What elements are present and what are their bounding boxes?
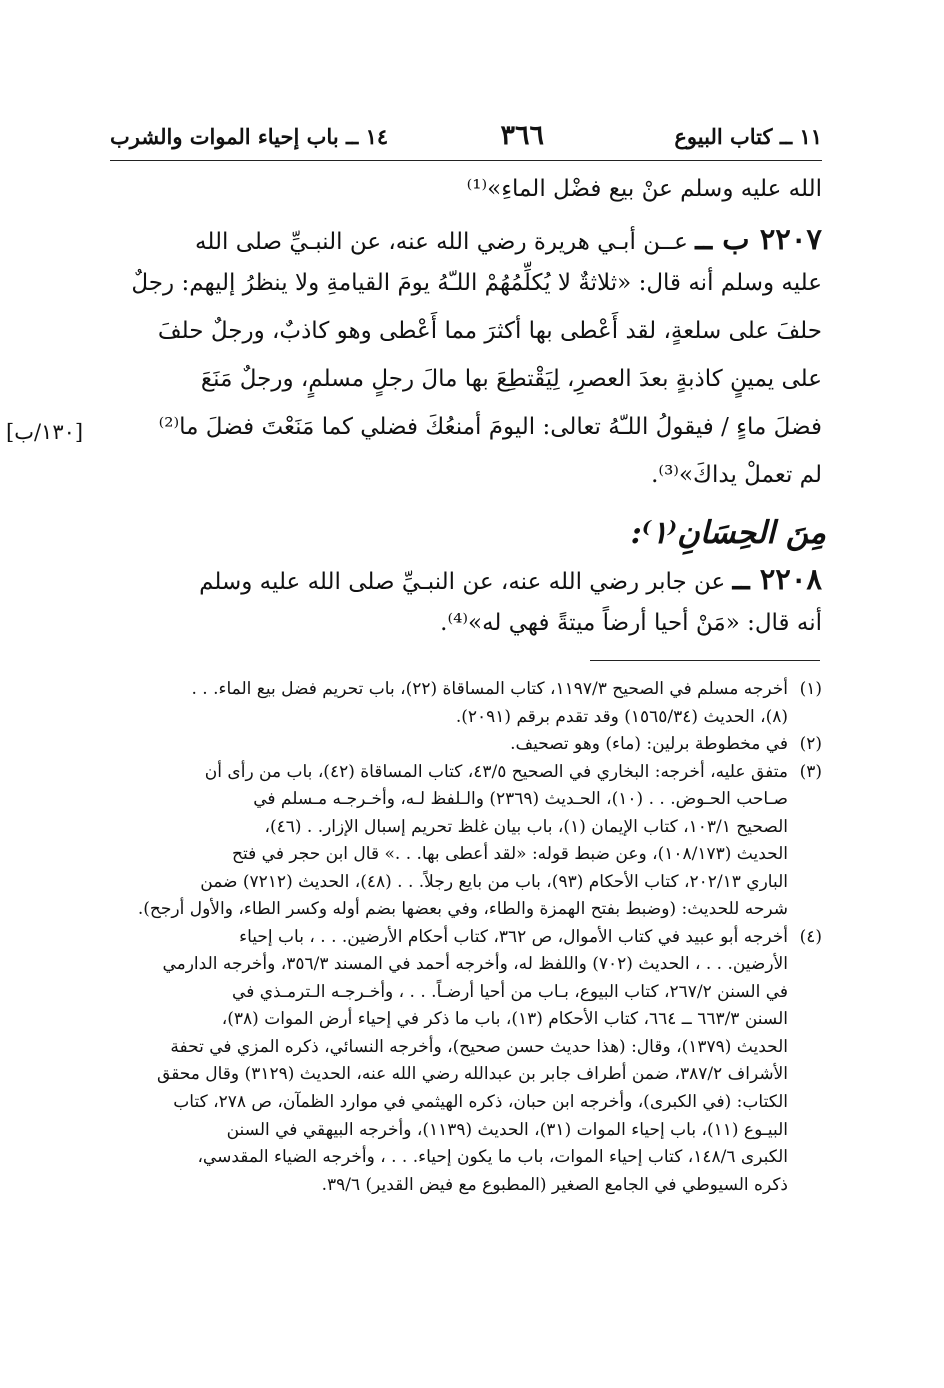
footnote-line: أخرجه أبو عبيد في كتاب الأموال، ص ٣٦٢، كتاب أحكام الأرضين. . . ، باب إحياء [239,926,788,947]
footnote-number: (١) [799,679,822,699]
footnotes [110,676,822,1199]
header-chapter-title: ١٤ ــ باب إحياء الموات والشرب [110,124,389,149]
section-heading: مِنَ الحِسَانِ⁽١⁾: [630,515,826,551]
continuation-line: الله عليه وسلم عنْ بيع فضْل الماءِ»⁽¹⁾ [466,176,822,202]
manuscript-folio-note: [١٣٠/ب] [6,420,84,444]
hadith-2207-line-6: لم تعملْ يداكَ»⁽³⁾. [651,462,822,488]
footnote-line: الحديث (١٣٧٩)، وقال: (هذا حديث حسن صحيح)، وأخرجه النسائي، ذكره المزي في تحفة [170,1036,788,1057]
footnote-divider [590,660,820,661]
footnote-line: الباري ٢٠٢/١٣، كتاب الأحكام (٩٣)، باب من بايع رجلاً. . . (٤٨)، الحديث (٧٢١٢) ضمن [200,871,788,892]
footnote-1 [110,676,822,731]
hadith-number: ٢٢٠٧ ب ــ [695,222,822,256]
footnote-line: في السنن ٢٦٧/٢، كتاب البيوع، بـاب من أحيا أرضـاً. . . ، وأخـرجـه الـترمـذي في [232,981,788,1002]
hadith-text: عــن أبـي هريرة رضي الله عنه، عن النبـيِّ صلى الله [195,229,688,255]
footnote-3 [110,759,822,924]
hadith-2207-line-4: على يمينٍ كاذبةٍ بعدَ العصرِ، لِيَقْتطِعَ بها مالَ رجلٍ مسلمٍ، ورجلٌ مَنَعَ [200,366,822,392]
footnote-number: (٤) [799,926,822,947]
footnote-line: شرحه للحديث: (وضبط بفتح الهمزة والطاء، وفي بعضها بضم أوله وكسر الطاء، والأول أرجح). [137,899,788,920]
footnote-line: في مخطوطة برلين: (ماء) وهو تصحيف. [510,734,788,755]
header-book-title: ١١ ــ كتاب البيوع [674,124,822,149]
footnote-number: (٢) [799,734,822,755]
footnote-line: الأشراف ٣٨٧/٢، ضمن أطراف جابر بن عبدالله رضي الله عنه، الحديث (٣١٢٩) وقال محقق [157,1064,788,1085]
hadith-2207-line-3: حلفَ على سلعةٍ، لقد أَعْطى بها أكثرَ مما أَعْطى وهو كاذبٌ، ورجلٌ حلفَ [157,318,822,344]
footnote-line: (٨)، الحديث (١٥٦٥/٣٤) وقد تقدم برقم (٢٠٩١). [455,706,788,727]
footnote-line: السنن ٦٦٣/٣ ــ ٦٦٤، كتاب الأحكام (١٣)، باب ما ذكر في إحياء أرض الموات (٣٨)، [221,1009,788,1030]
hadith-2207-line-5: فضلَ ماءٍ / فيقولُ اللـّهُ تعالى: اليومَ أمنعُكَ فضلي كما مَنَعْتَ فضلَ ما⁽²⁾ [158,414,822,440]
footnote-line: صـاحب الحـوض. . . (١٠)، الحـديث (٢٣٦٩) والـلفظ لـه، وأخـرجـه مـسلم في [253,789,788,810]
hadith-2207-line-2: عليه وسلم أنه قال: «ثلاثةٌ لا يُكلِّمُهُمْ اللـّهُ يومَ القيامةِ ولا ينظرُ إليهم: رجلٌ [131,270,822,296]
hadith-number: ٢٢٠٨ ــ [732,562,822,596]
footnote-number: (٣) [799,761,822,782]
footnote-line: الأرضين. . . ، الحديث (٧٠٢) واللفظ له، وأخرجه أحمد في المسند ٣٥٦/٣، وأخرجه الدارمي [162,954,788,975]
running-header [110,120,822,160]
header-divider [110,160,822,161]
hadith-text: عن جابر رضي الله عنه، عن النبـيِّ صلى الله عليه وسلم [199,569,726,595]
footnote-line: أخرجه مسلم في الصحيح ١١٩٧/٣، كتاب المساقاة (٢٢)، باب تحريم فضل بيع الماء. . . [191,679,788,699]
footnote-line: الصحيح ١٠٣/١، كتاب الإيمان (١)، باب بيان غلظ تحريم إسبال الإزار. . (٤٦)، [264,816,788,837]
hadith-2208-line-2: أنه قال: «مَنْ أحيا أرضاً ميتةً فهي له»⁽⁴⁾. [440,610,822,636]
footnote-line: ذكره السيوطي في الجامع الصغير (المطبوع مع فيض القدير) ٣٩/٦. [321,1174,788,1195]
hadith-2208-line-1 [110,562,822,597]
footnote-line: الكبرى ١٤٨/٦، كتاب إحياء الموات، باب ما يكون إحياء. . . ، وأخرجه الضياء المقدسي، [197,1147,788,1168]
footnote-line: متفق عليه، أخرجه: البخاري في الصحيح ٤٣/٥، كتاب المساقاة (٤٢)، باب من رأى أن [204,761,788,782]
footnote-line: البيـوع (١١)، باب إحياء الموات (٣١)، الحديث (١١٣٩)، وأخرجه البيهقي في السنن [226,1119,788,1140]
footnote-line: الحديث (١٠٨/١٧٣)، وعن ضبط قوله: «لقد أعطى بها. . .» قال ابن حجر في فتح [232,844,788,865]
footnote-line: الكتاب: (في الكبرى)، وأخرجه ابن حبان، ذكره الهيثمي في موارد الظمآن، ص ٢٧٨، كتاب [173,1091,788,1112]
page-number: ٣٦٦ [500,120,544,151]
footnote-4 [110,924,822,1199]
hadith-2207-line-1 [110,222,822,257]
footnote-2 [110,731,822,759]
